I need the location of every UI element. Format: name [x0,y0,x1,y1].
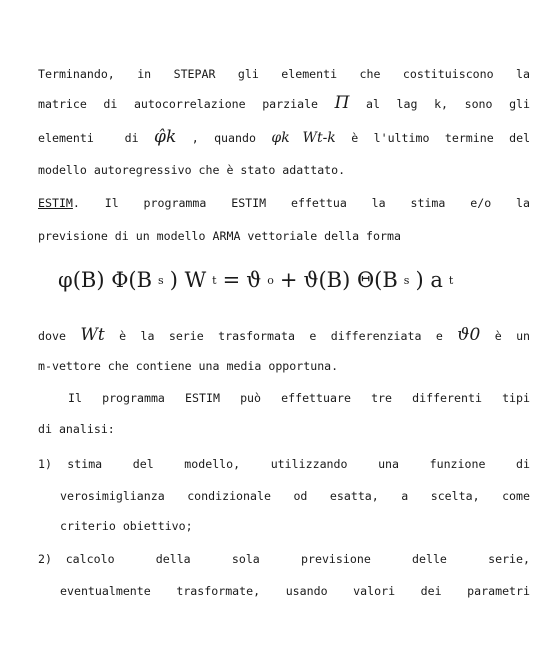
text-line-2: matrice di autocorrelazione parziale Π al lag k, sono gli [38,93,531,113]
text-line-7: dove Wt è la serie trasformata e differenziata e ϑ0 è un [38,325,531,345]
theta-0-symbol: ϑ0 [457,325,481,345]
estim-heading: ESTIM [38,196,73,210]
text-line-3: elementi di φ̂k , quando φk Wt-k è l'ultimo termine del [38,127,531,147]
text-line-1: Terminando, in STEPAR gli elementi che costituiscono la [38,67,530,81]
text-line-8: m-vettore che contiene una media opportuna. [38,359,339,373]
list-item-1: 1) stima del modello, utilizzando una funzione di [38,457,530,471]
text-line-10: di analisi: [38,422,115,436]
text-line-4: modello autoregressivo che è stato adattato. [38,163,346,177]
list-item-2: 2) calcolo della sola previsione delle serie, [38,552,530,566]
text-line-6: previsione di un modello ARMA vettoriale della forma [38,229,401,243]
phi-k-w-symbol: φk Wt-k [271,130,336,146]
arma-equation: φ(B) Φ(B s ) W t = ϑ o + ϑ(B) Θ(B s ) a t [58,268,454,292]
list-item-2-line-2: eventualmente trasformate, usando valori dei parametri [60,584,530,598]
pi-symbol: Π [334,93,350,113]
w-t-symbol: Wt [80,325,105,345]
list-item-1-line-3: criterio obiettivo; [60,519,193,533]
list-item-1-line-2: verosimiglianza condizionale od esatta, a scelta, come [60,489,530,503]
text-line-5: ESTIM. Il programma ESTIM effettua la stima e/o la [38,196,530,210]
text-line-9: Il programma ESTIM può effettuare tre differenti tipi [68,391,530,405]
phi-hat-k-symbol: φ̂k [154,127,177,147]
